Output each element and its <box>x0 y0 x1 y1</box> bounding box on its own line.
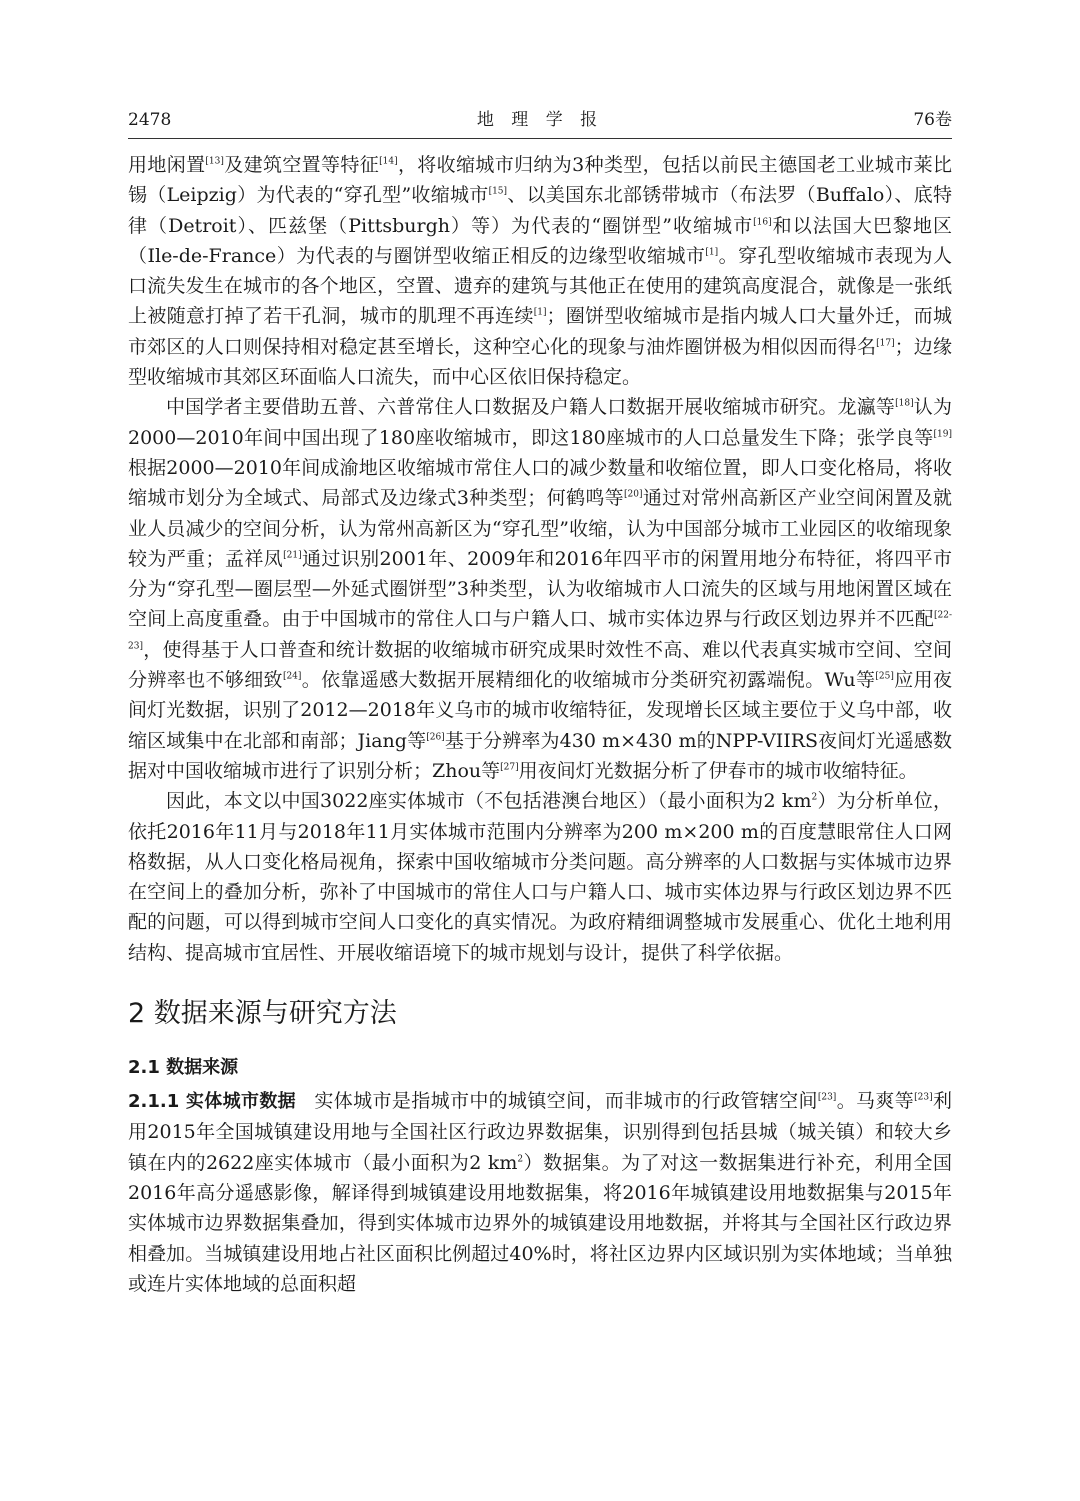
paragraph-1-text-run: ，将收缩城市归纳为3种类型，包括以前民主德国老工业城市莱比锡（Leipzig）为代表的“穿孔型”收缩城市 <box>128 154 952 207</box>
paragraph-4-text-run: 利用2015年全国城镇建设用地与全国社区行政边界数据集，识别得到包括县城（城关镇）和较大乡镇在内的2622座实体城市（最小面积为2 km <box>128 1090 952 1174</box>
paragraph-1-citation: [17] <box>876 338 895 349</box>
paragraph-2-text-run: 通过识别2001年、2009年和2016年四平市的闲置用地分布特征，将四平市分为“穿孔型—圈层型—外延式圈饼型”3种类型，认为收缩城市人口流失的区域与用地闲置区域在空间上高度重叠。由于中国城市的常住人口与户籍人口、城市实体边界与行政区划边界并不匹配 <box>128 547 952 631</box>
subsection-heading: 2.1 数据来源 <box>128 1057 239 1079</box>
paragraph-2-text-run: 中国学者主要借助五普、六普常住人口数据及户籍人口数据开展收缩城市研究。龙瀛等 <box>166 396 896 419</box>
paragraph-2-citation: [27] <box>500 762 519 773</box>
paragraph-2-text-run: ，使得基于人口普查和统计数据的收缩城市研究成果时效性不高、难以代表真实城市空间、空间分辨率也不够细致 <box>128 638 952 692</box>
article-body <box>128 150 952 1299</box>
paragraph-1 <box>128 150 952 392</box>
paragraph-2-citation: [22-23] <box>128 611 952 652</box>
paragraph-4-citation: 2 <box>517 1154 524 1165</box>
paragraph-2-text-run: 。依靠遥感大数据开展精细化的收缩城市分类研究初露端倪。Wu等 <box>301 669 876 692</box>
paragraph-1-text-run: 、以美国东北部锈带城市（布法罗（Buffalo）、底特律（Detroit）、匹兹堡（Pittsburgh）等）为代表的“圈饼型”收缩城市 <box>128 184 952 237</box>
paragraph-1-text-run: 。穿孔型收缩城市表现为人口流失发生在城市的各个地区，空置、遗弃的建筑与其他正在使用的建筑高度混合，就像是一张纸上被随意打掉了若干孔洞，城市的肌理不再连续 <box>128 244 952 328</box>
paragraph-1-citation: [13] <box>205 156 224 167</box>
paragraph-1-text-run: ；圈饼型收缩城市是指内城人口大量外迁，而城市郊区的人口则保持相对稳定甚至增长，这种空心化的现象与油炸圈饼极为相似因而得名 <box>128 305 952 358</box>
paragraph-4-citation: [23] <box>817 1092 837 1103</box>
paragraph-2-citation: [26] <box>426 732 445 743</box>
paragraph-2-text-run: 应用夜间灯光数据，识别了2012—2018年义乌市的城市收缩特征，发现增长区域主要位于义乌中部，收缩区域集中在北部和南部；Jiang等 <box>128 669 952 752</box>
paragraph-4-text-run: 。马爽等 <box>836 1090 915 1113</box>
paragraph-2-text-run: 通过对常州高新区产业空间闲置及就业人员减少的空间分析，认为常州高新区为“穿孔型”收缩，认为中国部分城市工业园区的收缩现象较为严重；孟祥凤 <box>128 487 952 570</box>
paragraph-2-citation: [24] <box>282 671 302 682</box>
volume-label: 76卷 <box>913 110 952 130</box>
paragraph-4-text-run: ）数据集。为了对这一数据集进行补充，利用全国2016年高分遥感影像，解译得到城镇建设用地数据集，将2016年城镇建设用地数据集与2015年实体城市边界数据集叠加，得到实体城市边界外的城镇建设用地数据，并将其与全国社区行政边界相叠加。当城镇建设用地占社区面积比例超过40%时，将社区边界内区域识别为实体地域；当单独或连片实体地域的总面积超 <box>128 1151 952 1295</box>
section-heading: 2 数据来源与研究方法 <box>128 998 397 1030</box>
paragraph-1-text-run: 和以法国大巴黎地区（Ile-de-France）为代表的与圈饼型收缩正相反的边缘型收缩城市 <box>128 214 952 267</box>
header-rule <box>128 138 952 139</box>
paragraph-4-citation: [23] <box>914 1092 933 1103</box>
sub-subsection-heading: 2.1.1 实体城市数据 <box>128 1091 297 1113</box>
paragraph-2-citation: [20] <box>624 489 643 500</box>
paragraph-2-citation: [21] <box>283 550 302 561</box>
journal-title: 地 理 学 报 <box>476 110 604 130</box>
paragraph-2-text-run: 认为2000—2010年间中国出现了180座收缩城市，即这180座城市的人口总量发生下降；张学良等 <box>128 396 952 449</box>
paragraph-2-text-run: 根据2000—2010年间成渝地区收缩城市常住人口的减少数量和收缩位置，即人口变化格局，将收缩城市划分为全域式、局部式及边缘式3种类型；何鹤鸣等 <box>128 456 952 510</box>
paragraph-3-text-run: ）为分析单位，依托2016年11月与2018年11月实体城市范围内分辨率为200 m×200 m的百度慧眼常住人口网格数据，从人口变化格局视角，探索中国收缩城市分类问题。高分辨率的人口数据与实体城市边界在空间上的叠加分析，弥补了中国城市的常住人口与户籍人口、城市实体边界与行政区划边界不匹配的问题，可以得到城市空间人口变化的真实情况。为政府精细调整城市发展重心、优化土地利用结构、提高城市宜居性、开展收缩语境下的城市规划与设计，提供了科学依据。 <box>128 790 952 964</box>
running-header <box>128 106 952 134</box>
paragraph-2-citation: [19] <box>933 429 952 440</box>
paragraph-2-text-run: 用夜间灯光数据分析了伊春市的城市收缩特征。 <box>518 759 918 782</box>
paragraph-2-citation: [18] <box>895 399 914 410</box>
paragraph-2-citation: [25] <box>875 671 894 682</box>
paragraph-2-text-run: 基于分辨率为430 m×430 m的NPP-VIIRS夜间灯光遥感数据对中国收缩城市进行了识别分析；Zhou等 <box>128 729 952 782</box>
paragraph-4 <box>128 1086 952 1299</box>
paragraph-1-citation: [15] <box>488 186 508 197</box>
paragraph-4-text <box>128 1090 952 1295</box>
paragraph-2 <box>128 392 952 786</box>
paragraph-3-citation: 2 <box>811 792 818 803</box>
paragraph-1-citation: [14] <box>379 156 398 167</box>
paragraph-3 <box>128 786 952 968</box>
paragraph-1-citation: [1] <box>533 308 547 319</box>
paragraph-1-citation: [16] <box>753 217 772 228</box>
paragraph-1-citation: [1] <box>705 247 719 258</box>
paragraph-3-text-run: 因此，本文以中国3022座实体城市（不包括港澳台地区）（最小面积为2 km <box>166 790 812 813</box>
paragraph-1-text-run: 及建筑空置等特征 <box>223 154 380 176</box>
paragraph-4-text-run: 实体城市是指城市中的城镇空间，而非城市的行政管辖空间 <box>314 1090 818 1113</box>
paragraph-1-text-run: 用地闲置 <box>128 154 206 176</box>
paragraph-1-text-run: ；边缘型收缩城市其郊区环面临人口流失，而中心区依旧保持稳定。 <box>128 335 952 389</box>
page-number: 2478 <box>128 110 172 130</box>
